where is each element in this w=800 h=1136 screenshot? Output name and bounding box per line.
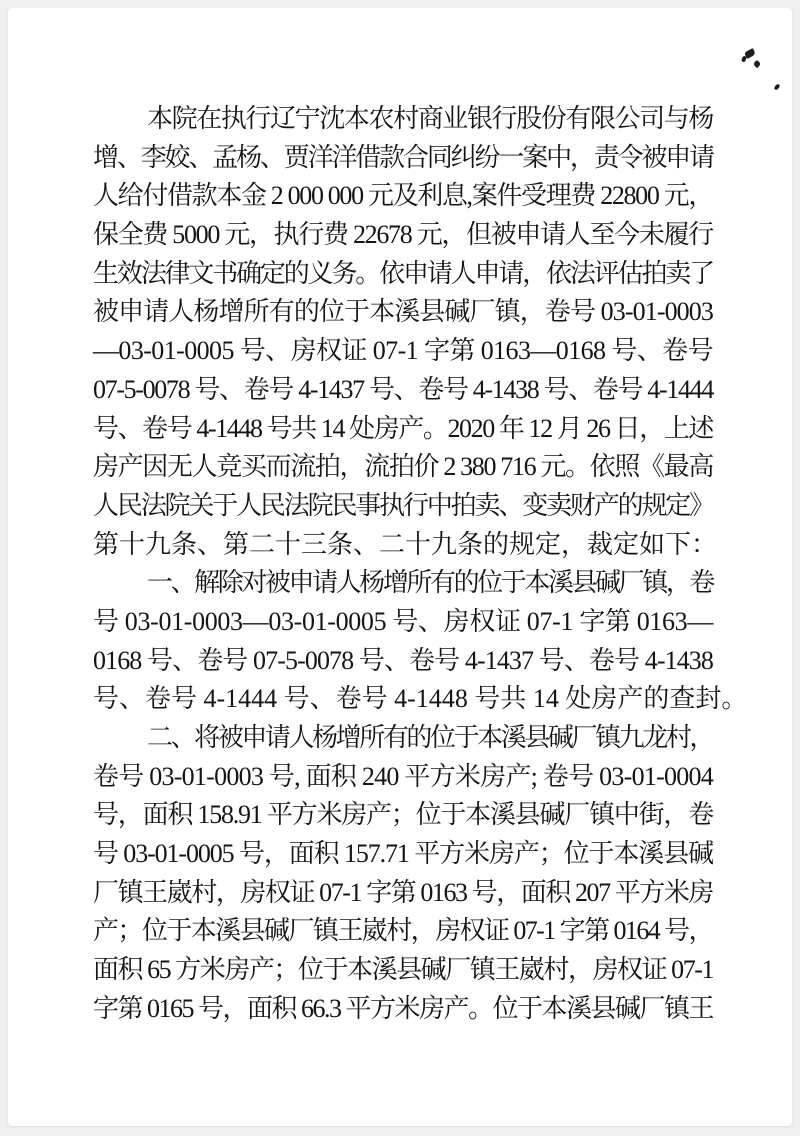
text-line-2 bbox=[93, 139, 713, 178]
ink-speck-icon bbox=[774, 83, 780, 90]
text-line-3-content: 人给付借款本金 2 000 000 元及利息,案件受理费 22800 元， bbox=[93, 181, 713, 211]
text-line-8-content: 07-5-0078 号、卷号 4-1437 号、卷号 4-1438 号、卷号 4-1444 bbox=[93, 374, 713, 404]
text-line-18 bbox=[93, 758, 713, 797]
text-line-19 bbox=[93, 796, 713, 835]
text-line-10 bbox=[93, 448, 713, 487]
text-line-20 bbox=[93, 835, 713, 874]
text-line-17-content: 二、将被申请人杨增所有的位于本溪县碱厂镇九龙村， bbox=[147, 723, 713, 752]
text-line-22 bbox=[93, 912, 713, 951]
text-line-14-content: 号 03-01-0003—03-01-0005 号、房权证 07-1 字第 0163— bbox=[93, 606, 713, 636]
text-line-23 bbox=[93, 951, 713, 990]
text-line-1-content: 本院在执行辽宁沈本农村商业银行股份有限公司与杨 bbox=[147, 104, 713, 133]
text-line-8 bbox=[93, 371, 713, 410]
text-line-10-content: 房产因无人竞买而流拍，流拍价 2 380 716 元。依照《最高 bbox=[93, 452, 713, 482]
text-line-24 bbox=[93, 990, 713, 1029]
text-line-7-content: —03-01-0005 号、房权证 07-1 字第 0163—0168 号、卷号 bbox=[93, 336, 713, 366]
text-line-16-content: 号、卷号 4-1444 号、卷号 4-1448 号共 14 处房产的查封。 bbox=[93, 684, 748, 714]
text-line-22-content: 产；位于本溪县碱厂镇王崴村，房权证 07-1 字第 0164 号， bbox=[93, 916, 713, 946]
text-line-21 bbox=[93, 874, 713, 913]
text-line-15 bbox=[93, 642, 713, 681]
text-line-3 bbox=[93, 177, 713, 216]
text-line-7 bbox=[93, 332, 713, 371]
text-line-9-content: 号、卷号 4-1448 号共 14 处房产。2020 年 12 月 26 日，上述 bbox=[93, 413, 713, 443]
text-line-5-content: 生效法律文书确定的义务。依申请人申请，依法评估拍卖了 bbox=[93, 258, 713, 288]
document-page bbox=[8, 8, 792, 1126]
text-line-12 bbox=[93, 526, 718, 565]
text-line-14 bbox=[93, 603, 713, 642]
text-line-13-content: 一、解除对被申请人杨增所有的位于本溪县碱厂镇，卷 bbox=[147, 568, 713, 598]
text-line-16 bbox=[93, 680, 748, 719]
text-line-2-content: 增、李姣、孟杨、贾洋洋借款合同纠纷一案中，责令被申请 bbox=[93, 142, 713, 172]
text-line-24-content: 字第 0165 号，面积 66.3 平方米房产。位于本溪县碱厂镇王 bbox=[93, 993, 713, 1023]
text-line-1 bbox=[93, 100, 713, 139]
text-line-20-content: 号 03-01-0005 号，面积 157.71 平方米房产；位于本溪县碱 bbox=[93, 839, 713, 869]
text-line-11-content: 人民法院关于人民法院民事执行中拍卖、变卖财产的规定》 bbox=[93, 490, 713, 520]
text-line-13 bbox=[93, 564, 713, 603]
text-line-19-content: 号，面积 158.91 平方米房产；位于本溪县碱厂镇中街，卷 bbox=[93, 800, 713, 830]
text-line-6 bbox=[93, 293, 713, 332]
text-line-12-content: 第十九条、第二十三条、二十九条的规定，裁定如下： bbox=[93, 529, 718, 559]
text-line-5 bbox=[93, 255, 713, 294]
text-line-4-content: 保全费 5000 元，执行费 22678 元，但被申请人至今未履行 bbox=[93, 220, 713, 250]
text-line-6-content: 被申请人杨增所有的位于本溪县碱厂镇，卷号 03-01-0003 bbox=[93, 297, 713, 327]
text-line-18-content: 卷号 03-01-0003 号, 面积 240 平方米房产; 卷号 03-01-0004 bbox=[93, 761, 713, 791]
text-line-21-content: 厂镇王崴村，房权证 07-1 字第 0163 号，面积 207 平方米房 bbox=[93, 877, 713, 907]
text-line-11 bbox=[93, 487, 713, 526]
text-line-15-content: 0168 号、卷号 07-5-0078 号、卷号 4-1437 号、卷号 4-1438 bbox=[93, 645, 713, 675]
text-line-23-content: 面积 65 方米房产；位于本溪县碱厂镇王崴村，房权证 07-1 bbox=[93, 955, 713, 985]
ruling-text-block bbox=[93, 100, 748, 1029]
ink-speck-icon bbox=[741, 55, 747, 62]
ink-speck-icon bbox=[753, 60, 761, 68]
text-line-17 bbox=[93, 719, 713, 758]
text-line-9 bbox=[93, 410, 713, 449]
text-line-4 bbox=[93, 216, 713, 255]
